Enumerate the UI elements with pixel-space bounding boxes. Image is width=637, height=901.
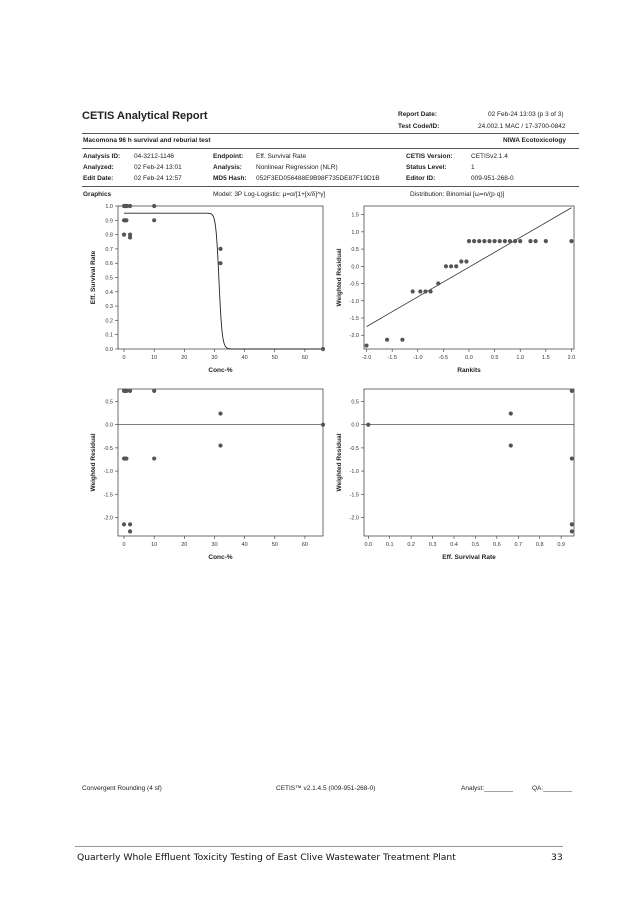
x-tick-label: 0 xyxy=(122,355,126,361)
data-point xyxy=(449,264,453,268)
y-tick-label: 1.5 xyxy=(351,212,359,219)
x-tick-label: 50 xyxy=(271,355,278,361)
data-point xyxy=(498,239,502,243)
data-point xyxy=(321,347,325,351)
test-code-label: Test Code/ID: xyxy=(398,123,440,130)
edit-date: 02 Feb-24 12:57 xyxy=(134,175,182,182)
data-point xyxy=(124,389,128,393)
x-tick-label: 10 xyxy=(151,355,158,361)
analysis-id-label: Analysis ID: xyxy=(83,153,121,160)
data-point xyxy=(482,239,486,243)
x-tick-label: 0.5 xyxy=(490,355,499,361)
x-tick-label: 40 xyxy=(241,355,248,361)
md5-hash: 052F3ED056488E9B98F735DE87F19D1B xyxy=(256,175,380,182)
y-tick-label: 0.9 xyxy=(105,218,113,225)
x-axis-label: Eff. Survival Rate xyxy=(442,554,496,561)
x-tick-label: 50 xyxy=(271,542,278,548)
cetis-version: CETISv2.1.4 xyxy=(471,153,508,160)
x-tick-label: -1.0 xyxy=(413,355,423,361)
data-point xyxy=(400,338,404,342)
x-tick-label: 60 xyxy=(301,355,308,361)
data-point xyxy=(128,235,132,239)
data-point xyxy=(509,443,513,447)
data-point xyxy=(152,204,156,208)
test-code-value: 24.002.1 MAC / 17-3700-0842 xyxy=(478,123,566,130)
x-tick-label: -0.5 xyxy=(438,355,449,361)
y-tick-label: -1.0 xyxy=(349,298,359,305)
chart-survival-vs-conc xyxy=(82,200,337,385)
y-tick-label: -2.0 xyxy=(103,515,113,522)
y-tick-label: 0.7 xyxy=(105,246,113,253)
x-axis-label: Rankits xyxy=(457,367,481,374)
y-tick-label: -2.0 xyxy=(349,333,359,340)
data-point xyxy=(444,264,448,268)
status-level: 1 xyxy=(471,164,475,171)
header-rule xyxy=(82,133,579,134)
x-tick-label: 0.1 xyxy=(385,542,394,548)
x-tick-label: 0.4 xyxy=(450,542,458,548)
analyzed-label: Analyzed: xyxy=(83,164,114,171)
x-tick-label: 0.0 xyxy=(465,355,473,361)
x-tick-label: 10 xyxy=(151,542,158,548)
x-tick-label: 0.0 xyxy=(364,542,373,548)
y-axis-label: Weighted Residual xyxy=(336,433,343,492)
data-point xyxy=(454,264,458,268)
data-point xyxy=(464,259,468,263)
y-tick-label: 0.4 xyxy=(105,289,113,296)
editor-id: 009-951-268-0 xyxy=(471,175,514,182)
x-tick-label: -2.0 xyxy=(361,355,372,361)
y-tick-label: 0.3 xyxy=(105,304,113,311)
y-tick-label: 0.1 xyxy=(105,332,113,339)
data-point xyxy=(218,247,222,251)
x-tick-label: 0.9 xyxy=(557,542,565,548)
y-tick-label: 1.0 xyxy=(105,204,113,210)
data-point xyxy=(218,411,222,415)
page-number: 33 xyxy=(551,852,563,863)
plot-frame xyxy=(118,389,323,536)
y-tick-label: -1.5 xyxy=(349,492,359,499)
x-tick-label: 30 xyxy=(211,355,218,361)
x-tick-label: 0.2 xyxy=(407,542,415,548)
y-tick-label: 0.0 xyxy=(105,422,113,429)
data-point xyxy=(472,239,476,243)
y-tick-label: 1.0 xyxy=(351,229,359,236)
y-tick-label: -1.5 xyxy=(103,492,113,499)
meta-rule xyxy=(82,186,579,187)
data-point xyxy=(411,289,415,293)
y-tick-label: -1.5 xyxy=(349,315,359,322)
y-tick-label: 0.2 xyxy=(105,318,113,325)
lab-name: NIWA Ecotoxicology xyxy=(503,137,566,144)
plot-frame xyxy=(364,389,574,536)
data-point xyxy=(152,218,156,222)
edit-date-label: Edit Date: xyxy=(83,175,114,182)
status-level-label: Status Level: xyxy=(406,164,447,171)
data-point xyxy=(128,529,132,533)
data-point xyxy=(503,239,507,243)
data-point xyxy=(533,239,537,243)
chart-residual-vs-rankits xyxy=(334,200,580,385)
x-tick-label: 1.5 xyxy=(542,355,550,361)
y-tick-label: 0.8 xyxy=(105,232,113,239)
data-point xyxy=(128,389,132,393)
y-tick-label: 0.6 xyxy=(105,261,113,268)
y-axis-label: Weighted Residual xyxy=(336,248,343,307)
x-tick-label: 20 xyxy=(181,355,188,361)
x-tick-label: 30 xyxy=(211,542,218,548)
data-point xyxy=(528,239,532,243)
report-title: CETIS Analytical Report xyxy=(82,110,208,122)
data-point xyxy=(487,239,491,243)
y-axis-label: Weighted Residual xyxy=(90,433,97,492)
endpoint-label: Endpoint: xyxy=(213,153,244,160)
testname-rule xyxy=(82,148,579,149)
y-tick-label: 0.0 xyxy=(351,264,359,271)
data-point xyxy=(544,239,548,243)
y-tick-label: 0.0 xyxy=(105,347,113,353)
y-tick-label: -0.5 xyxy=(103,445,113,452)
data-point xyxy=(509,411,513,415)
data-point xyxy=(459,259,463,263)
data-point xyxy=(321,423,325,427)
y-tick-label: 0.5 xyxy=(351,247,359,254)
endpoint: Eff. Survival Rate xyxy=(256,153,307,160)
cetis-tm: CETIS™ v2.1.4.5 (009-951-268-0) xyxy=(276,785,376,792)
analysis-id: 04-3212-1146 xyxy=(134,153,174,160)
rounding-note: Convergent Rounding (4 sf) xyxy=(82,785,162,792)
x-axis-label: Conc-% xyxy=(208,554,233,561)
y-tick-label: -1.0 xyxy=(103,469,113,476)
data-point xyxy=(128,522,132,526)
x-tick-label: 1.0 xyxy=(516,355,525,361)
data-point xyxy=(477,239,481,243)
footer-rule xyxy=(75,846,563,847)
analysis: Nonlinear Regression (NLR) xyxy=(256,164,338,171)
x-tick-label: -1.5 xyxy=(387,355,397,361)
qa-field: QA:________ xyxy=(532,785,573,792)
data-point xyxy=(128,204,132,208)
x-tick-label: 20 xyxy=(181,542,188,548)
distribution-text: Distribution: Binomial [ω=n/(p·q)] xyxy=(410,191,505,198)
analysis-label: Analysis: xyxy=(213,164,242,171)
data-point xyxy=(385,338,389,342)
y-tick-label: 0.0 xyxy=(351,422,359,429)
model-text: Model: 3P Log-Logistic: μ=α/[1+[x/δ]^γ] xyxy=(213,191,326,198)
data-point xyxy=(124,456,128,460)
x-tick-label: 0.3 xyxy=(428,542,437,548)
x-tick-label: 40 xyxy=(241,542,248,548)
data-point xyxy=(423,289,427,293)
data-point xyxy=(152,456,156,460)
data-point xyxy=(218,261,222,265)
plot-frame xyxy=(364,206,574,349)
data-point xyxy=(467,239,471,243)
x-tick-label: 0.6 xyxy=(493,542,501,548)
report-date-value: 02 Feb-24 13:03 (p 3 of 3) xyxy=(488,111,564,118)
x-tick-label: 0.5 xyxy=(471,542,480,548)
analyst-field: Analyst:________ xyxy=(461,785,514,792)
graphics-label: Graphics xyxy=(83,191,112,198)
data-point xyxy=(152,389,156,393)
test-name: Macomona 96 h survival and reburial test xyxy=(83,137,211,144)
x-axis-label: Conc-% xyxy=(208,367,233,374)
data-point xyxy=(366,423,370,427)
fitted-curve xyxy=(124,213,323,349)
data-point xyxy=(218,443,222,447)
footer-title: Quarterly Whole Effluent Toxicity Testing of East Clive Wastewater Treatment Plant xyxy=(77,852,456,863)
x-tick-label: 60 xyxy=(301,542,308,548)
y-tick-label: -2.0 xyxy=(349,515,359,522)
data-point xyxy=(569,239,573,243)
chart-residual-vs-conc xyxy=(82,385,337,565)
y-tick-label: 0.5 xyxy=(105,399,113,406)
y-tick-label: -0.5 xyxy=(349,281,359,288)
data-point xyxy=(493,239,497,243)
x-tick-label: 0.7 xyxy=(514,542,523,548)
chart-residual-vs-survival xyxy=(334,385,580,565)
data-point xyxy=(570,522,574,526)
data-point xyxy=(508,239,512,243)
data-point xyxy=(122,522,126,526)
data-point xyxy=(570,389,574,393)
x-tick-label: 0 xyxy=(122,542,126,548)
data-point xyxy=(364,343,368,347)
y-tick-label: -0.5 xyxy=(349,445,359,452)
data-point xyxy=(570,456,574,460)
data-point xyxy=(570,529,574,533)
y-tick-label: 0.5 xyxy=(105,275,113,282)
y-tick-label: -1.0 xyxy=(349,469,359,476)
cetis-version-label: CETIS Version: xyxy=(406,153,453,160)
data-point xyxy=(124,218,128,222)
y-tick-label: 0.5 xyxy=(351,399,359,406)
report-date-label: Report Date: xyxy=(398,111,438,118)
editor-id-label: Editor ID: xyxy=(406,175,436,182)
data-point xyxy=(418,289,422,293)
plot-frame xyxy=(118,206,323,349)
data-point xyxy=(513,239,517,243)
qq-reference-line xyxy=(367,208,572,327)
data-point xyxy=(122,233,126,237)
x-tick-label: 0.8 xyxy=(535,542,544,548)
md5-label: MD5 Hash: xyxy=(213,175,247,182)
data-point xyxy=(436,281,440,285)
data-point xyxy=(518,239,522,243)
y-axis-label: Eff. Survival Rate xyxy=(90,250,97,305)
analyzed: 02 Feb-24 13:01 xyxy=(134,164,182,171)
x-tick-label: 2.0 xyxy=(567,355,576,361)
data-point xyxy=(428,289,432,293)
